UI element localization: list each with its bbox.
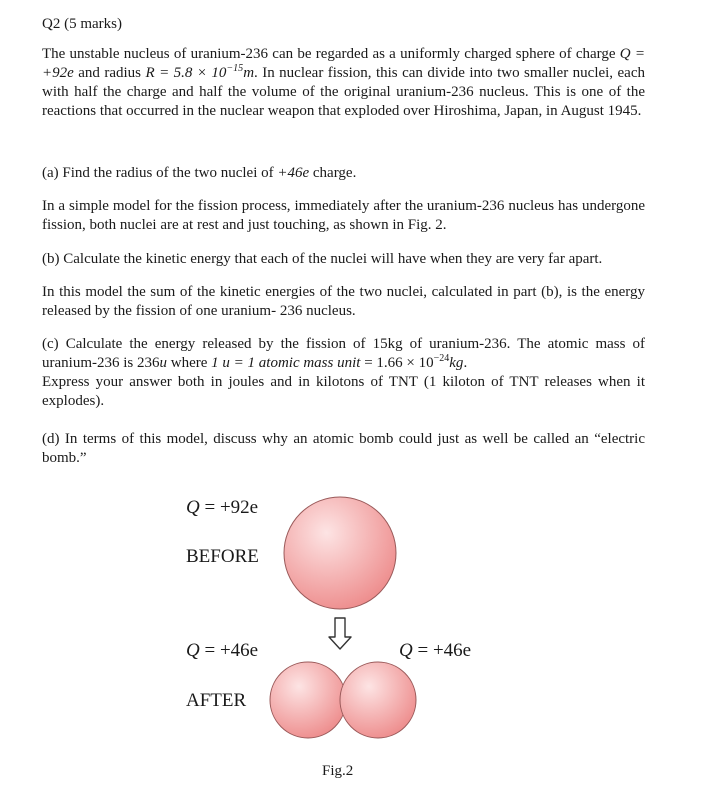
figure-caption: Fig.2 [322, 763, 354, 779]
after-label: AFTER [186, 690, 247, 711]
charge-equation: Q = +92e [42, 46, 645, 81]
down-arrow-icon [329, 618, 351, 649]
energy-sum-text: In this model the sum of the kinetic energies of the two nuclei, calculated in part (b), is the energy released by the fission of one uranium- 236 nucleus. [42, 284, 645, 319]
after-right-charge-label: Q = +46e [399, 640, 472, 661]
model-description: In a simple model for the fission process, immediately after the uranium-236 nucleus has undergone fission, both nuclei are at rest and just touching, as shown in Fig. 2. [42, 198, 645, 233]
uranium-236-nucleus [284, 497, 396, 609]
part-b-question: (b) Calculate the kinetic energy that each of the nuclei will have when they are very far apart. [42, 251, 603, 267]
before-label: BEFORE [186, 546, 259, 567]
after-left-charge-label: Q = +46e [186, 640, 259, 661]
left-daughter-nucleus [270, 662, 346, 738]
part-c-question: (c) Calculate the energy released by the fission of 15kg of uranium-236. The atomic mass of uranium-236 is 236u where 1 u = 1 atomic mass unit = $1.66 \times 10^{-24}kg$. Express your answer both in joules and in kilotons of TNT (1 kiloton of TNT releases when it explodes). [42, 336, 645, 409]
question-heading: Q2 (5 marks) [42, 16, 122, 32]
radius-equation: $R = 5.8 \times 10^{-15}m$ [145, 63, 255, 81]
before-charge-label: Q = +92e [186, 497, 259, 518]
intro-paragraph: The unstable nucleus of uranium-236 can be regarded as a uniformly charged sphere of charge Q = +92e and radius $R = 5.8 \times 10^{-15}m$. In nuclear fission, this can divide into two smaller nuclei, each with half the charge and half the volume of the original uranium-236 nucleus. This is one of the reactions that occurred in the nuclear weapon that exploded over Hiroshima, Japan, in August 1945. [42, 46, 645, 119]
amu-definition: 1 u = 1 atomic mass unit [211, 355, 361, 371]
part-d-question: (d) In terms of this model, discuss why an atomic bomb could just as well be called an “electric bomb.” [42, 431, 645, 466]
part-a-question: (a) Find the radius of the two nuclei of +46e charge. [42, 165, 357, 181]
right-daughter-nucleus [340, 662, 416, 738]
